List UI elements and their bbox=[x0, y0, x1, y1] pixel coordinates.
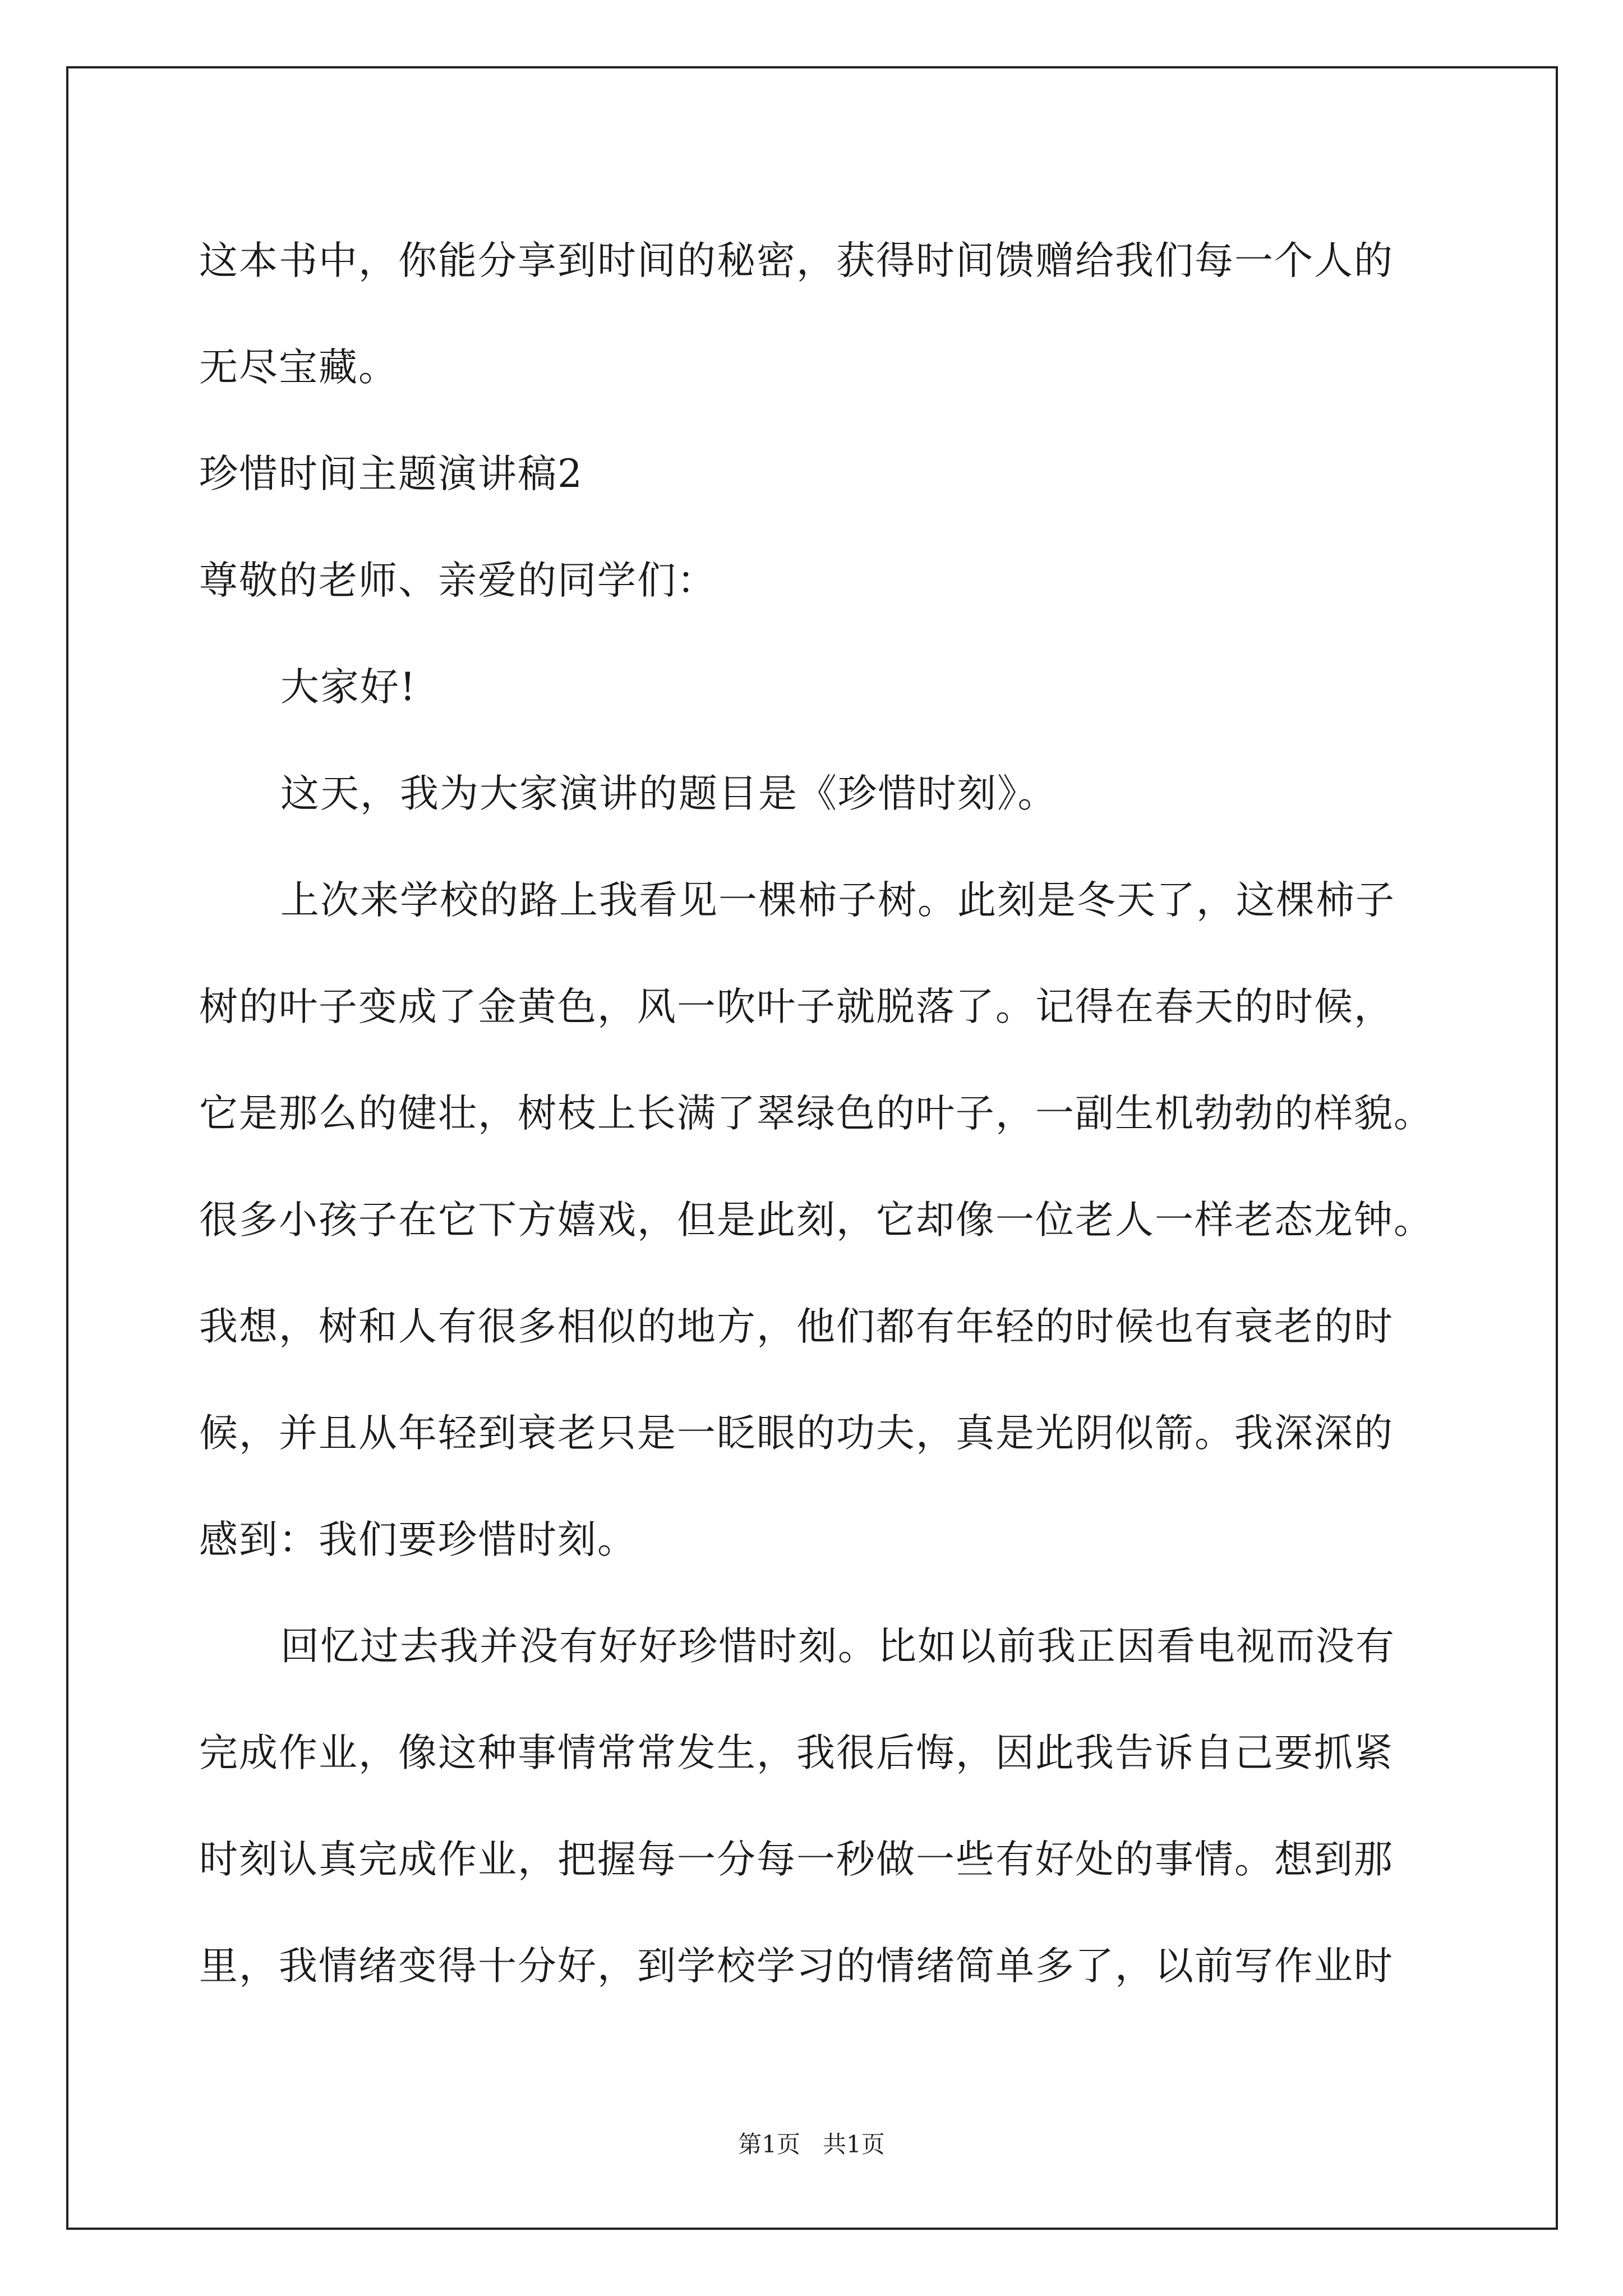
text-line: 里，我情绪变得十分好，到学校学习的情绪简单多了，以前写作业时 bbox=[199, 1944, 1394, 1989]
page-footer: 第1页 共1页 bbox=[738, 2131, 885, 2158]
salutation: 尊敬的老师、亲爱的同学们： bbox=[199, 558, 717, 603]
text-line: 感到：我们要珍惜时刻。 bbox=[199, 1517, 637, 1562]
text-line: 很多小孩子在它下方嬉戏，但是此刻，它却像一位老人一样老态龙钟。 bbox=[199, 1198, 1433, 1243]
text-line: 时刻认真完成作业，把握每一分每一秒做一些有好处的事情。想到那 bbox=[199, 1837, 1394, 1882]
text-line: 这本书中，你能分享到时间的秘密，获得时间馈赠给我们每一个人的 bbox=[199, 238, 1394, 283]
document-body bbox=[199, 208, 1438, 2019]
text-line: 上次来学校的路上我看见一棵柿子树。此刻是冬天了，这棵柿子 bbox=[280, 878, 1395, 923]
text-line: 这天，我为大家演讲的题目是《珍惜时刻》。 bbox=[280, 771, 1058, 816]
text-line: 候，并且从年轻到衰老只是一眨眼的功夫，真是光阴似箭。我深深的 bbox=[199, 1411, 1394, 1456]
text-line: 它是那么的健壮，树枝上长满了翠绿色的叶子，一副生机勃勃的样貌。 bbox=[199, 1091, 1433, 1136]
greeting: 大家好! bbox=[280, 665, 417, 710]
text-line: 回忆过去我并没有好好珍惜时刻。比如以前我正因看电视而没有 bbox=[280, 1624, 1395, 1669]
section-heading: 珍惜时间主题演讲稿2 bbox=[199, 452, 583, 496]
text-line: 无尽宝藏。 bbox=[199, 345, 398, 390]
text-line: 我想，树和人有很多相似的地方，他们都有年轻的时候也有衰老的时 bbox=[199, 1304, 1394, 1349]
text-line: 完成作业，像这种事情常常发生，我很后悔，因此我告诉自己要抓紧 bbox=[199, 1731, 1394, 1775]
text-line: 树的叶子变成了金黄色，风一吹叶子就脱落了。记得在春天的时候， bbox=[199, 984, 1394, 1029]
